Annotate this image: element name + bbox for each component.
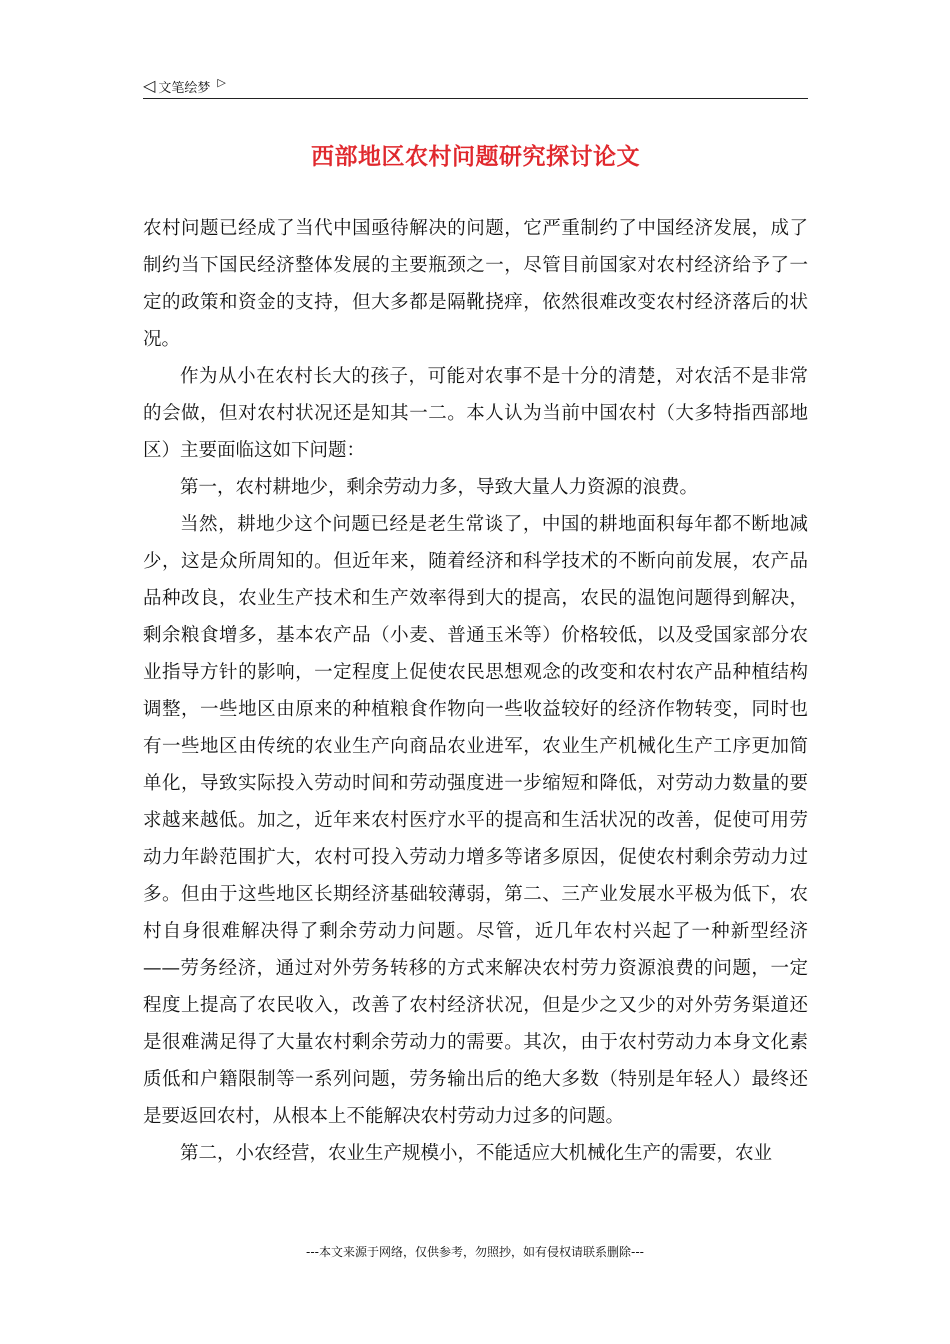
- paragraph-5: 第二，小农经营，农业生产规模小，不能适应大机械化生产的需要，农业: [180, 1143, 773, 1164]
- page-header: [143, 74, 808, 99]
- header-brand: 文笔绘梦: [158, 80, 211, 96]
- paragraph-1: 农村问题已经成了当代中国亟待解决的问题，它严重制约了中国经济发展，成了制约当下国民经济整体发展的主要瓶颈之一，尽管目前国家对农村经济给予了一定的政策和资金的支持，但大多都是隔靴挠痒，依然很难改变农村经济落后的状况。: [143, 218, 808, 350]
- paragraph-4: 当然，耕地少这个问题已经是老生常谈了，中国的耕地面积每年都不断地减少，这是众所周知的。但近年来，随着经济和科学技术的不断向前发展，农产品品种改良，农业生产技术和生产效率得到大的提高，农民的温饱问题得到解决，剩余粮食增多，基本农产品（小麦、普通玉米等）价格较低，以及受国家部分农业指导方针的影响，一定程度上促使农民思想观念的改变和农村农产品种植结构调整，一些地区由原来的种植粮食作物向一些收益较好的经济作物转变，同时也有一些地区由传统的农业生产向商品农业进军，农业生产机械化生产工序更加简单化，导致实际投入劳动时间和劳动强度进一步缩短和降低，对劳动力数量的要求越来越低。加之，近年来农村医疗水平的提高和生活状况的改善，促使可用劳动力年龄范围扩大，农村可投入劳动力增多等诸多原因，促使农村剩余劳动力过多。但由于这些地区长期经济基础较薄弱，第二、三产业发展水平极为低下，农村自身很难解决得了剩余劳动力问题。尽管，近几年农村兴起了一种新型经济——劳务经济，通过对外劳务转移的方式来解决农村劳力资源浪费的问题，一定程度上提高了农民收入，改善了农村经济状况，但是少之又少的对外劳务渠道还是很难满足得了大量农村剩余劳动力的需要。其次，由于农村劳动力本身文化素质低和户籍限制等一系列问题，劳务输出后的绝大多数（特别是年轻人）最终还是要返回农村，从根本上不能解决农村劳动力过多的问题。: [143, 514, 808, 1127]
- triangle-left-icon: ◁: [143, 76, 156, 95]
- document-title: 西部地区农村问题研究探讨论文: [311, 143, 640, 170]
- triangle-right-icon: ▷: [217, 75, 226, 89]
- paragraph-3: 第一，农村耕地少，剩余劳动力多，导致大量人力资源的浪费。: [180, 477, 699, 498]
- page-footer-disclaimer: ---本文来源于网络，仅供参考，勿照抄，如有侵权请联系删除---: [306, 1245, 644, 1259]
- document-body: [143, 210, 808, 1172]
- paragraph-2: 作为从小在农村长大的孩子，可能对农事不是十分的清楚，对农活不是非常的会做，但对农村状况还是知其一二。本人认为当前中国农村（大多特指西部地区）主要面临这如下问题：: [143, 366, 808, 461]
